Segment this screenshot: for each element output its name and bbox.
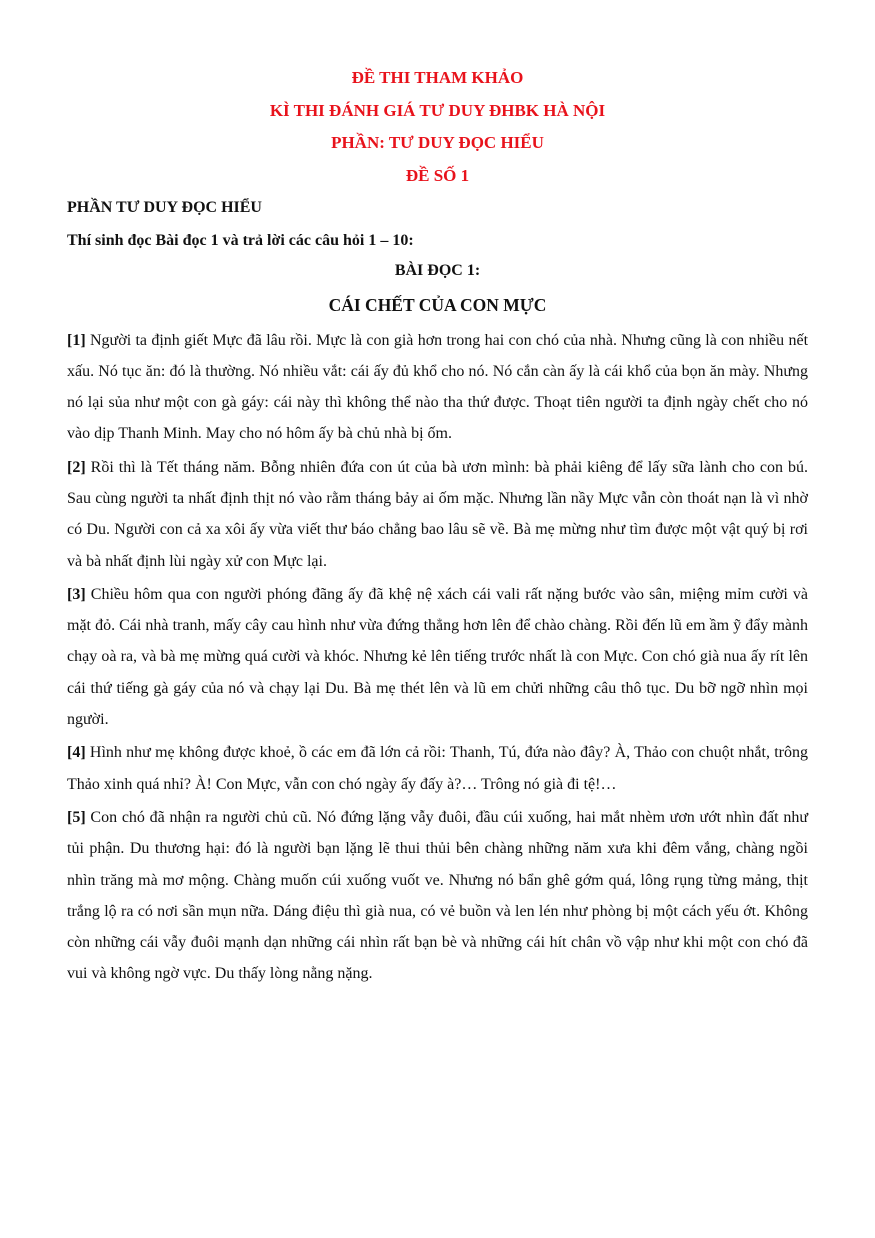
paragraph-text: Hình như mẹ không được khoẻ, ồ các em đã lớn cả rồi: Thanh, Tú, đứa nào đây? À, Thảo con chuột nhắt, trông Thảo xinh quá nhỉ? À! Con Mực, vẫn con chó ngày ấy đấy à?… Trông nó già đi tệ!… [67, 744, 809, 793]
paragraph-text: Con chó đã nhận ra người chủ cũ. Nó đứng lặng vẫy đuôi, đầu cúi xuống, hai mắt nhèm ươn ướt nhìn đất như tủi phận. Du thương hại: đó là người bạn lặng lẽ thui thủi bên chàng những năm xưa khi đêm vắng, chàng ngồi nhìn trăng mà mơ mộng. Chàng muốn cúi xuống vuốt ve. Nhưng nó bẩn ghê gớm quá, lông rụng từng mảng, thịt trắng lộ ra có nơi sần mụn nữa. Dáng điệu thì già nua, có vẻ buồn và len lén như phòng bị một cách yếu ớt. Không còn những cái vẫy đuôi mạnh dạn những cái nhìn rất bạn bè và những cái hít chân vồ vập như khi một con chó đã vui và không ngờ vực. Du thấy lòng nằng nặng. [67, 808, 809, 983]
paragraph-4 [67, 737, 808, 800]
document-page [67, 66, 808, 992]
reading-label: BÀI ĐỌC 1: [394, 261, 481, 279]
paragraph-number: [5] [67, 808, 86, 826]
paragraph-text: Rồi thì là Tết tháng năm. Bỗng nhiên đứa con út của bà ươn mình: bà phải kiêng để lấy sữa lành cho con bú. Sau cùng người ta nhất định thịt nó vào rằm tháng bảy ai ốm mặc. Nhưng lần nầy Mực vẫn còn thoát nạn là vì nhờ có Du. Người con cả xa xôi ấy vừa viết thư báo chẳng bao lâu sẽ về. Bà mẹ mừng như tìm được một vật quý bị rơi và bà nhất định lùi ngày xử con Mực lại. [67, 458, 809, 570]
paragraph-1 [67, 325, 808, 450]
paragraph-text: Chiều hôm qua con người phóng đãng ấy đã khệ nệ xách cái vali rất nặng bước vào sân, miệng mỉm cười và mặt đỏ. Cái nhà tranh, mấy cây cau hình như vừa đứng thẳng hơn lên để chào chàng. Rồi đến lũ em ầm ỹ đẩy mành chạy oà ra, và bà mẹ mừng quá cười và khóc. Nhưng kẻ lên tiếng trước nhất là con Mực. Con chó già nua ấy rít lên cái thứ tiếng gà gáy của nó và chạy lại Du. Bà mẹ thét lên và lũ em chửi những câu thô tục. Du bỡ ngỡ nhìn mọi người. [67, 585, 809, 729]
instruction: Thí sinh đọc Bài đọc 1 và trả lời các câu hỏi 1 – 10: [67, 231, 414, 249]
paragraph-number: [3] [67, 585, 86, 603]
exam-name: KÌ THI ĐÁNH GIÁ TƯ DUY ĐHBK HÀ NỘI [269, 100, 606, 120]
section-title: PHẦN TƯ DUY ĐỌC HIỂU [67, 198, 262, 216]
paragraph-text: Người ta định giết Mực đã lâu rồi. Mực là con già hơn trong hai con chó của nhà. Nhưng cũng là con nhiều nết xấu. Nó tục ăn: đó là thường. Nó nhiều vắt: cái ấy đủ khổ cho nó. Nó cắn càn ấy là cái khổ của bọn ăn mày. Nhưng nó lại sủa như một con gà gáy: cái này thì không thể nào tha thứ được. Thoạt tiên người ta định ngày chết cho nó vào dịp Thanh Minh. May cho nó hôm ấy bà chủ nhà bị ốm. [67, 331, 809, 443]
paragraph-3 [67, 579, 808, 735]
paragraph-number: [4] [67, 744, 86, 762]
story-title: CÁI CHẾT CỦA CON MỰC [328, 294, 547, 315]
exam-number: ĐỀ SỐ 1 [405, 165, 470, 185]
paragraph-2 [67, 452, 808, 577]
exam-part: PHẦN: TƯ DUY ĐỌC HIỂU [331, 133, 544, 152]
paragraph-number: [1] [67, 331, 86, 349]
exam-title: ĐỀ THI THAM KHẢO [351, 68, 524, 87]
paragraph-5 [67, 802, 808, 990]
paragraph-number: [2] [67, 458, 86, 476]
